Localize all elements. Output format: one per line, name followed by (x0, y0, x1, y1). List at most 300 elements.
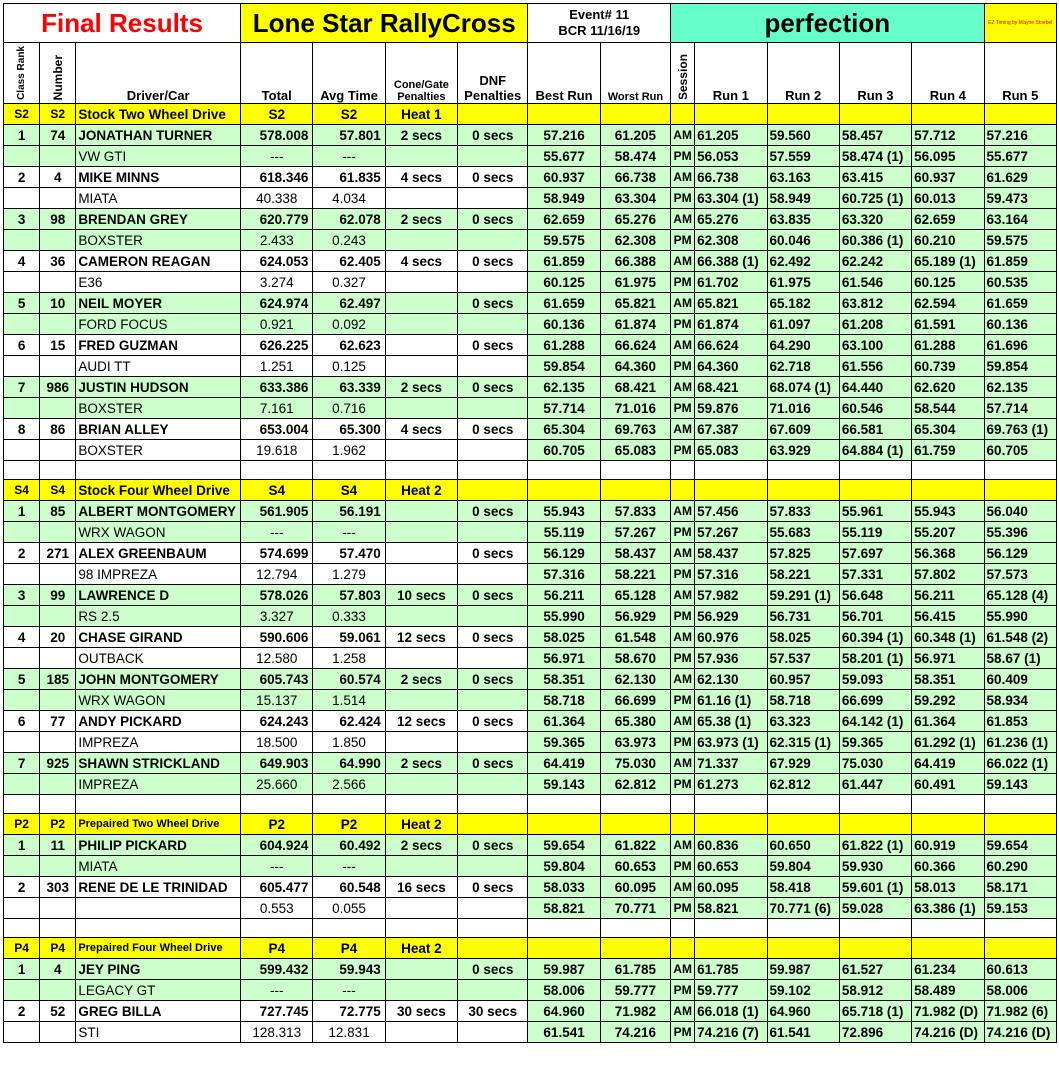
entry-row-am (4, 335, 1057, 356)
entry-row-pm (4, 690, 1057, 711)
run-3-pm: 58.474 (1) (839, 146, 911, 167)
spacer-cell (984, 919, 1056, 938)
driver-name: BRENDAN GREY (76, 209, 241, 230)
cone-blank (385, 564, 457, 585)
run-5-am: 60.409 (984, 669, 1056, 690)
best-run-pm: 58.821 (528, 898, 600, 919)
driver-name: ANDY PICKARD (76, 711, 241, 732)
run-5-am: 69.763 (1) (984, 419, 1056, 440)
run-1-pm: 63.304 (1) (695, 188, 767, 209)
total-diff: 7.161 (241, 398, 313, 419)
dnf-blank (458, 314, 528, 335)
run-3-am: 59.093 (839, 669, 911, 690)
session-pm: PM (671, 398, 695, 419)
run-1-pm: 56.053 (695, 146, 767, 167)
class-header-blank (912, 814, 984, 835)
entry-row-pm (4, 440, 1057, 461)
dnf-blank (458, 980, 528, 1001)
avg-diff: 1.850 (313, 732, 385, 753)
session-pm: PM (671, 1022, 695, 1043)
spacer-cell (385, 795, 457, 814)
run-5-am: 59.654 (984, 835, 1056, 856)
class-code-avg: S2 (313, 104, 385, 125)
number-blank (40, 398, 76, 419)
worst-run-am: 61.205 (600, 125, 670, 146)
worst-run-pm: 63.973 (600, 732, 670, 753)
class-header-blank (984, 104, 1056, 125)
entry-row-pm (4, 648, 1057, 669)
class-rank: 3 (4, 585, 40, 606)
best-run-pm: 59.365 (528, 732, 600, 753)
cone-penalty: 2 secs (385, 125, 457, 146)
avg-time: 60.492 (313, 835, 385, 856)
rank-blank (4, 898, 40, 919)
col-avg-time: Avg Time (313, 43, 385, 104)
entry-row-am (4, 877, 1057, 898)
worst-run-pm: 65.083 (600, 440, 670, 461)
run-4-pm: 74.216 (D) (912, 1022, 984, 1043)
total-time: 574.699 (241, 543, 313, 564)
number-blank (40, 732, 76, 753)
spacer-cell (4, 795, 40, 814)
run-3-am: 64.142 (1) (839, 711, 911, 732)
col-best-run: Best Run (528, 43, 600, 104)
run-2-am: 57.833 (767, 501, 839, 522)
entry-row-pm (4, 146, 1057, 167)
total-diff: 18.500 (241, 732, 313, 753)
run-4-pm: 60.210 (912, 230, 984, 251)
rank-blank (4, 522, 40, 543)
run-3-am: 63.320 (839, 209, 911, 230)
car-model: FORD FOCUS (76, 314, 241, 335)
car-number: 11 (40, 835, 76, 856)
run-3-pm: 61.208 (839, 314, 911, 335)
avg-diff: 1.279 (313, 564, 385, 585)
run-1-am: 65.821 (695, 293, 767, 314)
avg-time: 62.078 (313, 209, 385, 230)
total-diff: 0.921 (241, 314, 313, 335)
col-number: Number (40, 43, 76, 104)
run-1-am: 61.785 (695, 959, 767, 980)
class-header-blank (984, 480, 1056, 501)
run-2-pm: 56.731 (767, 606, 839, 627)
driver-name: CAMERON REAGAN (76, 251, 241, 272)
driver-name: NEIL MOYER (76, 293, 241, 314)
spacer-row (4, 919, 1057, 938)
run-4-pm: 56.415 (912, 606, 984, 627)
spacer-cell (385, 919, 457, 938)
worst-run-am: 65.128 (600, 585, 670, 606)
run-3-am: 66.581 (839, 419, 911, 440)
worst-run-pm: 71.016 (600, 398, 670, 419)
driver-name: MIKE MINNS (76, 167, 241, 188)
total-time: 649.903 (241, 753, 313, 774)
run-2-pm: 57.559 (767, 146, 839, 167)
total-time: 618.346 (241, 167, 313, 188)
run-2-pm: 58.949 (767, 188, 839, 209)
session-pm: PM (671, 188, 695, 209)
run-2-pm: 59.102 (767, 980, 839, 1001)
class-header-blank (671, 104, 695, 125)
dnf-penalty: 0 secs (458, 669, 528, 690)
run-2-am: 63.323 (767, 711, 839, 732)
run-2-am: 60.650 (767, 835, 839, 856)
total-diff: 15.137 (241, 690, 313, 711)
class-code-number: P4 (40, 938, 76, 959)
spacer-cell (241, 461, 313, 480)
col-class-rank: Class Rank (4, 43, 40, 104)
class-header-blank (695, 480, 767, 501)
class-header-blank (600, 814, 670, 835)
run-1-pm: 62.308 (695, 230, 767, 251)
best-run-am: 57.216 (528, 125, 600, 146)
dnf-blank (458, 648, 528, 669)
run-5-am: 62.135 (984, 377, 1056, 398)
run-5-pm: 61.236 (1) (984, 732, 1056, 753)
run-4-am: 62.594 (912, 293, 984, 314)
avg-time: 56.191 (313, 501, 385, 522)
session-pm: PM (671, 856, 695, 877)
best-run-am: 61.364 (528, 711, 600, 732)
entry-row-am (4, 501, 1057, 522)
class-header-blank (671, 938, 695, 959)
best-run-am: 62.659 (528, 209, 600, 230)
dnf-penalty: 30 secs (458, 1001, 528, 1022)
session-am: AM (671, 585, 695, 606)
worst-run-am: 65.821 (600, 293, 670, 314)
entry-row-am (4, 167, 1057, 188)
number-blank (40, 898, 76, 919)
run-5-pm: 59.473 (984, 188, 1056, 209)
run-2-pm: 58.718 (767, 690, 839, 711)
dnf-blank (458, 356, 528, 377)
run-5-pm: 57.714 (984, 398, 1056, 419)
best-run-pm: 57.714 (528, 398, 600, 419)
total-time: 578.026 (241, 585, 313, 606)
total-diff: 3.327 (241, 606, 313, 627)
class-rank: 1 (4, 835, 40, 856)
car-number: 99 (40, 585, 76, 606)
avg-time: 65.300 (313, 419, 385, 440)
car-model: VW GTI (76, 146, 241, 167)
total-time: 578.008 (241, 125, 313, 146)
session-am: AM (671, 669, 695, 690)
class-heat: Heat 1 (385, 104, 457, 125)
total-diff: 12.580 (241, 648, 313, 669)
dnf-blank (458, 146, 528, 167)
run-4-pm: 60.125 (912, 272, 984, 293)
class-header-blank (528, 104, 600, 125)
avg-time: 57.803 (313, 585, 385, 606)
cone-blank (385, 314, 457, 335)
number-blank (40, 314, 76, 335)
car-number: 925 (40, 753, 76, 774)
run-5-am: 56.129 (984, 543, 1056, 564)
total-diff: 25.660 (241, 774, 313, 795)
car-model: 98 IMPREZA (76, 564, 241, 585)
spacer-cell (671, 795, 695, 814)
entry-row-am (4, 627, 1057, 648)
run-3-am: 75.030 (839, 753, 911, 774)
run-3-am: 63.812 (839, 293, 911, 314)
run-2-am: 64.960 (767, 1001, 839, 1022)
run-2-pm: 59.804 (767, 856, 839, 877)
title-row (4, 4, 1057, 43)
worst-run-am: 61.548 (600, 627, 670, 648)
class-code: S4 (4, 480, 40, 501)
entry-row-pm (4, 314, 1057, 335)
class-header-blank (671, 480, 695, 501)
cone-penalty (385, 501, 457, 522)
car-number: 15 (40, 335, 76, 356)
run-3-pm: 59.365 (839, 732, 911, 753)
best-run-pm: 61.541 (528, 1022, 600, 1043)
run-2-am: 59.291 (1) (767, 585, 839, 606)
cone-blank (385, 230, 457, 251)
best-run-am: 64.960 (528, 1001, 600, 1022)
run-2-pm: 62.812 (767, 774, 839, 795)
session-pm: PM (671, 146, 695, 167)
run-3-pm: 55.119 (839, 522, 911, 543)
dnf-penalty: 0 secs (458, 209, 528, 230)
session-pm: PM (671, 440, 695, 461)
rank-blank (4, 690, 40, 711)
class-code: P2 (4, 814, 40, 835)
cone-penalty: 4 secs (385, 251, 457, 272)
avg-diff: --- (313, 980, 385, 1001)
cone-blank (385, 1022, 457, 1043)
run-4-am: 58.013 (912, 877, 984, 898)
car-number: 85 (40, 501, 76, 522)
best-run-pm: 58.949 (528, 188, 600, 209)
column-header-row (4, 43, 1057, 104)
number-blank (40, 356, 76, 377)
rank-blank (4, 606, 40, 627)
cone-penalty: 2 secs (385, 669, 457, 690)
run-1-pm: 56.929 (695, 606, 767, 627)
run-3-pm: 61.556 (839, 356, 911, 377)
run-3-pm: 61.447 (839, 774, 911, 795)
run-4-am: 61.364 (912, 711, 984, 732)
total-time: 620.779 (241, 209, 313, 230)
event-info (528, 4, 671, 43)
best-run-pm: 55.119 (528, 522, 600, 543)
class-dnf-blank (458, 938, 528, 959)
cone-penalty: 2 secs (385, 753, 457, 774)
driver-name: ALBERT MONTGOMERY (76, 501, 241, 522)
spacer-cell (76, 461, 241, 480)
worst-run-pm: 57.267 (600, 522, 670, 543)
best-run-am: 59.987 (528, 959, 600, 980)
run-3-am: 57.697 (839, 543, 911, 564)
run-1-pm: 57.267 (695, 522, 767, 543)
run-1-am: 68.421 (695, 377, 767, 398)
run-1-am: 65.276 (695, 209, 767, 230)
run-5-pm: 59.575 (984, 230, 1056, 251)
spacer-cell (76, 795, 241, 814)
class-code-number: P2 (40, 814, 76, 835)
best-run-pm: 58.006 (528, 980, 600, 1001)
dnf-penalty: 0 secs (458, 627, 528, 648)
car-model: WRX WAGON (76, 690, 241, 711)
number-blank (40, 690, 76, 711)
worst-run-pm: 62.308 (600, 230, 670, 251)
spacer-cell (912, 919, 984, 938)
spacer-cell (528, 919, 600, 938)
car-number: 271 (40, 543, 76, 564)
entry-row-pm (4, 356, 1057, 377)
run-5-am: 63.164 (984, 209, 1056, 230)
worst-run-am: 75.030 (600, 753, 670, 774)
total-time: 624.243 (241, 711, 313, 732)
worst-run-am: 65.276 (600, 209, 670, 230)
spacer-cell (695, 795, 767, 814)
rank-blank (4, 774, 40, 795)
entry-row-pm (4, 1022, 1057, 1043)
cone-penalty: 2 secs (385, 835, 457, 856)
entry-row-pm (4, 732, 1057, 753)
run-5-pm: 55.677 (984, 146, 1056, 167)
run-5-am: 57.216 (984, 125, 1056, 146)
cone-penalty (385, 543, 457, 564)
best-run-pm: 59.143 (528, 774, 600, 795)
run-2-am: 58.418 (767, 877, 839, 898)
car-model: WRX WAGON (76, 522, 241, 543)
series-title: Lone Star RallyCross (241, 4, 528, 43)
driver-name: BRIAN ALLEY (76, 419, 241, 440)
worst-run-pm: 58.474 (600, 146, 670, 167)
class-name: Prepaired Two Wheel Drive (76, 814, 241, 835)
car-number: 20 (40, 627, 76, 648)
worst-run-pm: 70.771 (600, 898, 670, 919)
class-header-blank (984, 814, 1056, 835)
class-header-row (4, 938, 1057, 959)
avg-time: 57.470 (313, 543, 385, 564)
total-diff: --- (241, 146, 313, 167)
run-2-am: 64.290 (767, 335, 839, 356)
entry-row-am (4, 125, 1057, 146)
run-3-am: 56.648 (839, 585, 911, 606)
car-model: MIATA (76, 856, 241, 877)
run-1-pm: 64.360 (695, 356, 767, 377)
entry-row-am (4, 835, 1057, 856)
run-5-pm: 60.136 (984, 314, 1056, 335)
class-dnf-blank (458, 814, 528, 835)
avg-time: 63.339 (313, 377, 385, 398)
class-code-total: S2 (241, 104, 313, 125)
worst-run-pm: 62.812 (600, 774, 670, 795)
class-rank: 1 (4, 959, 40, 980)
car-model: BOXSTER (76, 398, 241, 419)
run-2-am: 58.025 (767, 627, 839, 648)
driver-name: LAWRENCE D (76, 585, 241, 606)
total-time: 727.745 (241, 1001, 313, 1022)
car-model: E36 (76, 272, 241, 293)
class-header-blank (695, 814, 767, 835)
best-run-pm: 60.125 (528, 272, 600, 293)
run-4-pm: 61.759 (912, 440, 984, 461)
run-5-pm: 60.535 (984, 272, 1056, 293)
col-run3: Run 3 (839, 43, 911, 104)
dnf-blank (458, 522, 528, 543)
car-number: 52 (40, 1001, 76, 1022)
cone-penalty: 4 secs (385, 167, 457, 188)
session-pm: PM (671, 648, 695, 669)
car-model: RS 2.5 (76, 606, 241, 627)
run-4-am: 57.712 (912, 125, 984, 146)
run-1-pm: 58.821 (695, 898, 767, 919)
session-am: AM (671, 377, 695, 398)
total-time: 604.924 (241, 835, 313, 856)
car-model: BOXSTER (76, 440, 241, 461)
class-header-blank (912, 938, 984, 959)
rank-blank (4, 732, 40, 753)
run-1-pm: 63.973 (1) (695, 732, 767, 753)
col-run5: Run 5 (984, 43, 1056, 104)
session-am: AM (671, 711, 695, 732)
run-2-am: 63.835 (767, 209, 839, 230)
cone-blank (385, 146, 457, 167)
avg-time: 59.061 (313, 627, 385, 648)
session-pm: PM (671, 564, 695, 585)
col-run2: Run 2 (767, 43, 839, 104)
dnf-blank (458, 1022, 528, 1043)
run-2-am: 67.609 (767, 419, 839, 440)
entry-row-am (4, 543, 1057, 564)
class-header-blank (984, 938, 1056, 959)
timing-credit: EZ Timing by Wayne Stoebel (984, 4, 1056, 43)
run-2-am: 62.492 (767, 251, 839, 272)
class-rank: 2 (4, 877, 40, 898)
dnf-penalty: 0 secs (458, 125, 528, 146)
car-model: MIATA (76, 188, 241, 209)
total-diff: 3.274 (241, 272, 313, 293)
number-blank (40, 230, 76, 251)
run-2-pm: 61.541 (767, 1022, 839, 1043)
class-header-blank (839, 814, 911, 835)
cone-penalty: 4 secs (385, 419, 457, 440)
avg-time: 60.574 (313, 669, 385, 690)
spacer-cell (76, 919, 241, 938)
class-rank: 3 (4, 209, 40, 230)
cone-blank (385, 898, 457, 919)
run-1-pm: 61.702 (695, 272, 767, 293)
total-diff: --- (241, 856, 313, 877)
car-model (76, 898, 241, 919)
col-worst-run: Worst Run (600, 43, 670, 104)
run-5-pm: 58.006 (984, 980, 1056, 1001)
dnf-blank (458, 230, 528, 251)
class-header-blank (767, 104, 839, 125)
run-4-pm: 59.292 (912, 690, 984, 711)
total-time: 624.053 (241, 251, 313, 272)
rank-blank (4, 648, 40, 669)
total-diff: 2.433 (241, 230, 313, 251)
dnf-blank (458, 564, 528, 585)
dnf-blank (458, 856, 528, 877)
worst-run-pm: 56.929 (600, 606, 670, 627)
class-header-blank (695, 104, 767, 125)
best-run-am: 65.304 (528, 419, 600, 440)
run-2-am: 59.560 (767, 125, 839, 146)
dnf-penalty: 0 secs (458, 501, 528, 522)
spacer-cell (600, 919, 670, 938)
spacer-row (4, 461, 1057, 480)
entry-row-pm (4, 564, 1057, 585)
run-3-am: 63.100 (839, 335, 911, 356)
entry-row-am (4, 959, 1057, 980)
spacer-cell (767, 795, 839, 814)
